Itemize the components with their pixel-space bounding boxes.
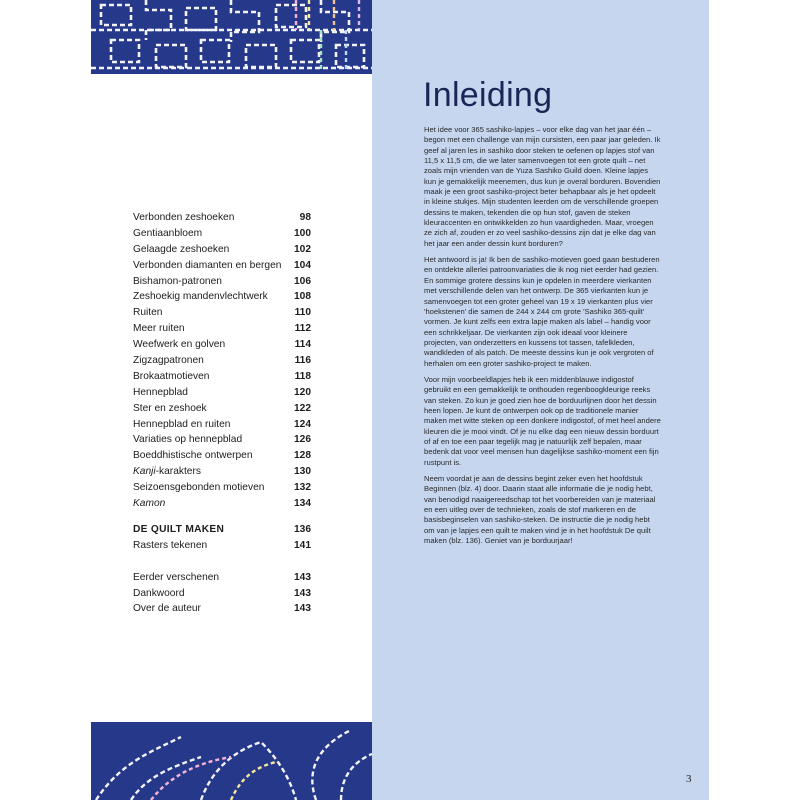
- page-title: Inleiding: [423, 76, 553, 114]
- toc-item[interactable]: [133, 355, 311, 371]
- toc-item-label: Meer ruiten: [133, 323, 185, 335]
- sashiko-bottom-image: [91, 722, 372, 800]
- toc-item[interactable]: [133, 291, 311, 307]
- toc-item-label: Brokaatmotieven: [133, 370, 210, 382]
- toc-item-page: 143: [294, 603, 311, 615]
- toc-item-label: Gentiaanbloem: [133, 227, 203, 239]
- toc-item[interactable]: [133, 403, 311, 419]
- toc-item-page: 122: [294, 402, 311, 414]
- toc-item-label: [133, 466, 201, 477]
- toc-item-label: Gelaagde zeshoeken: [133, 243, 230, 255]
- toc-item-page: 106: [294, 275, 311, 287]
- toc-item[interactable]: [133, 371, 311, 387]
- toc-section-label: DE QUILT MAKEN: [133, 523, 225, 535]
- intro-body: [424, 125, 662, 552]
- toc-item-label: Variaties op hennepblad: [133, 434, 243, 446]
- toc-item-label: Seizoensgebonden motieven: [133, 482, 265, 494]
- toc-item-label-italic: Kanji: [133, 466, 156, 478]
- toc-item-label: Kamon: [133, 498, 166, 510]
- toc-item-page: 118: [294, 370, 311, 382]
- toc-item-page: 112: [294, 323, 311, 335]
- toc-item-label: Boeddhistische ontwerpen: [133, 450, 253, 462]
- intro-paragraph: Het antwoord is ja! Ik ben de sashiko-motieven goed gaan bestuderen en ontdekte allerlei patroonvariaties die ik nog niet eerder had gezien. En sommige grotere dessins kun je opdelen in meerdere vierkanten met verschillende delen van het ontwerp. De 365 vierkanten kun je samenvoegen tot een groter geheel van 19 x 19 vierkanten plus vier 'hoekstenen' die samen de 244 x 244 cm grote 'Sashiko 365-quilt' vormen. Je kunt zelfs een extra lapje maken als label – handig voor een schrikkeljaar. De vierkanten zijn ook ideaal voor kleinere projecten, van onderzetters en kussens tot tassen, tafelkleden, wandkleden of als patch. De meeste dessins kun je ook vergroten of herhalen om een groter sashiko-project te maken.: [424, 255, 660, 368]
- left-page: [0, 0, 372, 800]
- toc-item-page: 110: [294, 307, 311, 319]
- toc-item[interactable]: [133, 260, 311, 276]
- toc-item[interactable]: [133, 482, 311, 498]
- toc-item[interactable]: [133, 450, 311, 466]
- toc-item[interactable]: [133, 603, 311, 619]
- toc-item-page: 126: [294, 434, 311, 446]
- toc-item[interactable]: [133, 307, 311, 323]
- toc-item[interactable]: [133, 588, 311, 604]
- toc-item-page: 116: [294, 355, 311, 367]
- toc-item-label: Rasters tekenen: [133, 539, 208, 551]
- toc-item[interactable]: [133, 228, 311, 244]
- sashiko-top-image: [91, 0, 372, 74]
- toc-item-page: 114: [294, 339, 311, 351]
- toc-item[interactable]: [133, 572, 311, 588]
- toc-item-page: 134: [294, 498, 311, 510]
- toc-section-heading[interactable]: [133, 524, 311, 540]
- toc-item[interactable]: [133, 276, 311, 292]
- toc-item-page: 130: [294, 466, 311, 478]
- toc-item[interactable]: [133, 323, 311, 339]
- toc-item[interactable]: [133, 498, 311, 514]
- toc-item-label: Ruiten: [133, 307, 163, 319]
- toc-item[interactable]: [133, 339, 311, 355]
- toc-section-page: 136: [294, 523, 311, 535]
- toc-item-label: Ster en zeshoek: [133, 402, 207, 414]
- toc-item[interactable]: [133, 387, 311, 403]
- toc-item-label: Zigzagpatronen: [133, 355, 204, 367]
- toc-item-label: Hennepblad en ruiten: [133, 418, 231, 430]
- toc-item-page: 141: [294, 539, 311, 551]
- toc-item-page: 108: [294, 291, 311, 303]
- toc-item[interactable]: [133, 244, 311, 260]
- intro-paragraph: Het idee voor 365 sashiko-lapjes – voor elke dag van het jaar één – begon met een challenge van mijn cursisten, een paar jaar geleden. Ik geef al jaren les in sashiko door steken te oefenen op lapjes stof van 11,5 x 11,5 cm, die we later samenvoegen tot een grote quilt – net zoals mijn vrienden van de Yuza Sashiko Guild doen. Kleine lapjes kun je gemakkelijk meenemen, dus kun je overal borduren. Bovendien maak je een groot sashiko-project beter behapbaar als je het opdeelt in kleine stukjes. Mijn studenten leerden om de verschillende groepen dessins te maken, tekenden die op hun stof, gaven de steken kleuraccenten en ontwikkelden zo hun vaardigheden. Maar, vroegen ze zich af, zouden er zo veel sashiko-dessins zijn dat je elke dag van het jaar een ander dessin kunt borduren?: [424, 125, 661, 248]
- toc-item-page: 124: [294, 418, 311, 430]
- toc-spacer: [133, 514, 311, 524]
- toc-item[interactable]: [133, 419, 311, 435]
- toc-item[interactable]: [133, 466, 311, 482]
- toc-item[interactable]: [133, 212, 311, 228]
- page-number: 3: [686, 773, 692, 785]
- sashiko-hexagon-pattern-icon: [91, 0, 372, 74]
- toc-item-label: Eerder verschenen: [133, 571, 220, 583]
- toc-item-label-rest: -karakters: [155, 466, 201, 478]
- toc-item-page: 104: [294, 259, 311, 271]
- toc-item-label: Dankwoord: [133, 587, 185, 599]
- toc-item-page: 98: [299, 212, 311, 223]
- intro-paragraph: Neem voordat je aan de dessins begint zeker even het hoofdstuk Beginnen (blz. 4) door. Daarin staat alle informatie die je nodig hebt, van benodigd naaigereedschap tot het voorbereiden van je materiaal en een uitleg over de technieken, zoals de stof markeren en de basisbeginselen van sashiko-steken. De instructie die je nodig hebt om van je lapjes een quilt te maken vind je in het hoofdstuk De quilt maken (blz. 136). Geniet van je borduurjaar!: [424, 474, 656, 546]
- toc-item-page: 132: [294, 482, 311, 494]
- toc-item-page: 120: [294, 386, 311, 398]
- table-of-contents: [133, 212, 311, 619]
- toc-item[interactable]: [133, 540, 311, 556]
- toc-item-page: 100: [294, 227, 311, 239]
- toc-item-page: 102: [294, 243, 311, 255]
- toc-spacer: [133, 556, 311, 572]
- toc-item-page: 143: [294, 571, 311, 583]
- sashiko-leaf-pattern-icon: [91, 722, 372, 800]
- toc-item-page: 143: [294, 587, 311, 599]
- toc-item-label: Verbonden zeshoeken: [133, 212, 235, 223]
- toc-item-label: Zeshoekig mandenvlechtwerk: [133, 291, 268, 303]
- toc-item[interactable]: [133, 434, 311, 450]
- toc-item-page: 128: [294, 450, 311, 462]
- toc-item-label: Verbonden diamanten en bergen: [133, 259, 282, 271]
- toc-item-label: Hennepblad: [133, 386, 188, 398]
- intro-paragraph: Voor mijn voorbeeldlapjes heb ik een middenblauwe indigostof gebruikt en een gemakkelijk te onthouden regenboogkleurige reeks van steken. Zo kun je goed zien hoe de borduurlijnen door het dessin heen lopen. Je kunt de ontwerpen ook op de traditionele manier maken met witte steken op een donkere indigostof, of met heel andere kleuren die je mooi vindt. Of je nu elke dag een nieuw dessin borduurt of af en toe een paar tegelijk mag je natuurlijk zelf bepalen, maar bedenk dat voor veel mensen hun dagelijkse sashiko-moment een fijn rustpunt is.: [424, 374, 661, 467]
- toc-item-label: Bishamon-patronen: [133, 275, 222, 287]
- toc-item-label: Over de auteur: [133, 603, 201, 615]
- toc-item-label: Weefwerk en golven: [133, 339, 226, 351]
